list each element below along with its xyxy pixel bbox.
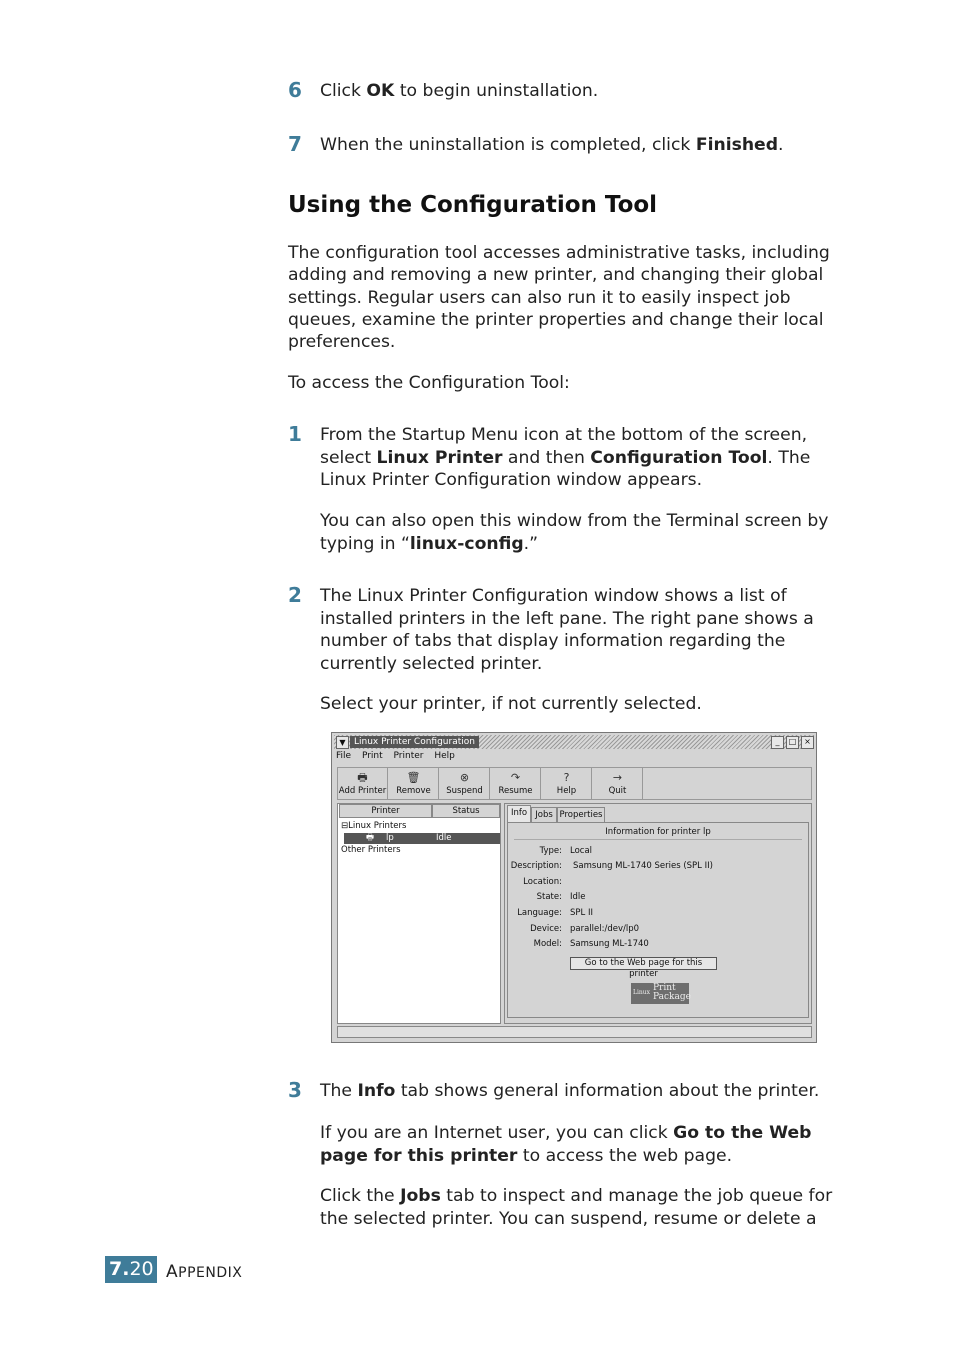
menu-bar xyxy=(336,751,463,765)
access-text: To access the Configuration Tool: xyxy=(288,373,570,393)
step-note: You can also open this window from the Terminal screen by typing in “linux-config.” xyxy=(320,511,829,554)
button-label: Suspend xyxy=(446,786,483,796)
field-value: Samsung ML-1740 xyxy=(570,939,649,949)
printer-row-selected[interactable] xyxy=(344,833,500,844)
button-label: Help xyxy=(556,786,577,796)
button-label: Add Printer xyxy=(338,786,387,796)
column-header-printer[interactable]: Printer xyxy=(339,804,432,818)
help-icon: ? xyxy=(563,771,570,784)
help-button[interactable] xyxy=(542,768,592,799)
toolbar xyxy=(337,767,812,800)
logo-text: Print xyxy=(653,983,676,993)
field-label: Type: xyxy=(539,846,562,856)
step-number: 3 xyxy=(288,1078,302,1102)
field-value: parallel:/dev/lp0 xyxy=(570,924,640,934)
button-label: Resume xyxy=(498,786,533,796)
tab-info[interactable]: Info xyxy=(507,805,531,822)
quit-icon: → xyxy=(612,771,623,784)
printer-details-pane xyxy=(504,803,812,1024)
column-header-status[interactable]: Status xyxy=(432,804,500,818)
close-icon[interactable]: × xyxy=(801,736,814,749)
field-value: Local xyxy=(570,846,593,856)
section-heading: Using the Configuration Tool xyxy=(288,192,658,218)
printer-status: Idle xyxy=(436,833,452,843)
add-printer-button[interactable] xyxy=(338,768,388,799)
minimize-icon[interactable]: _ xyxy=(771,736,784,749)
window-title: Linux Printer Configuration xyxy=(350,736,479,748)
window-menu-icon[interactable]: ▼ xyxy=(336,736,349,749)
remove-button[interactable] xyxy=(389,768,439,799)
step-text: When the uninstallation is completed, click Finished. xyxy=(320,135,784,155)
menu-file[interactable]: File xyxy=(336,751,352,761)
logo-text: Package xyxy=(653,992,691,1002)
info-title: Information for printer lp xyxy=(514,827,802,840)
page-number: 20 xyxy=(129,1258,154,1280)
step-number: 1 xyxy=(288,422,302,446)
resume-icon: ↷ xyxy=(510,771,521,784)
info-panel xyxy=(507,822,809,1018)
button-label: Remove xyxy=(396,786,431,796)
horizontal-scrollbar[interactable] xyxy=(337,1026,812,1038)
suspend-button[interactable] xyxy=(440,768,490,799)
collapse-icon[interactable]: ⊟ xyxy=(341,821,349,831)
step-note: Click the Jobs tab to inspect and manage the job queue for the selected printer. You can suspend, resume or delete a xyxy=(320,1186,833,1229)
step-text: The Linux Printer Configuration window shows a list of installed printers in the left pane. The right pane shows a number of tabs that display information regarding the currently selected printer. xyxy=(320,586,814,674)
quit-button[interactable] xyxy=(593,768,643,799)
maximize-icon[interactable]: □ xyxy=(786,736,799,749)
step-text: The Info tab shows general information about the printer. xyxy=(320,1081,820,1101)
tree-group-label: Linux Printers xyxy=(348,821,407,831)
page-number-badge xyxy=(105,1256,157,1283)
menu-printer[interactable]: Printer xyxy=(393,751,424,761)
suspend-icon: ⊗ xyxy=(459,771,470,784)
field-label: Description: xyxy=(510,861,562,871)
field-value: SPL II xyxy=(570,908,593,918)
tab-jobs[interactable]: Jobs xyxy=(531,807,557,822)
step-number: 6 xyxy=(288,78,302,102)
chapter-number: 7. xyxy=(109,1258,130,1280)
linux-print-package-logo xyxy=(631,983,689,1004)
section-initial: A xyxy=(166,1262,179,1282)
remove-icon: 🗑 xyxy=(406,771,421,784)
tree-group-linux-printers[interactable] xyxy=(341,821,406,832)
field-label: State: xyxy=(536,892,562,902)
button-label: Quit xyxy=(608,786,627,796)
field-label: Device: xyxy=(530,924,562,934)
printer-icon: 🖶 xyxy=(366,833,375,843)
section-name xyxy=(166,1262,242,1282)
step-note: Select your printer, if not currently selected. xyxy=(320,694,702,714)
menu-help[interactable]: Help xyxy=(434,751,455,761)
title-bar xyxy=(334,735,814,749)
tree-group-other-printers[interactable] xyxy=(341,845,401,856)
resume-button[interactable] xyxy=(491,768,541,799)
field-label: Language: xyxy=(517,908,562,918)
menu-print[interactable]: Print xyxy=(361,751,383,761)
tab-properties[interactable]: Properties xyxy=(557,807,605,822)
logo-text: Linux xyxy=(633,989,651,996)
section-rest: PPENDIX xyxy=(178,1265,243,1281)
printer-name: lp xyxy=(386,833,394,843)
tree-group-label: Other Printers xyxy=(341,845,401,855)
web-page-button[interactable]: Go to the Web page for this printer xyxy=(570,957,717,970)
field-value: Idle xyxy=(570,892,586,902)
printer-list-pane xyxy=(337,803,501,1024)
step-note: If you are an Internet user, you can click Go to the Web page for this printer to access the web page. xyxy=(320,1123,812,1166)
field-label: Location: xyxy=(523,877,562,887)
field-value: Samsung ML-1740 Series (SPL II) xyxy=(573,861,713,871)
step-number: 7 xyxy=(288,132,302,156)
printer-config-window xyxy=(331,732,817,1043)
step-text: From the Startup Menu icon at the bottom of the screen, select Linux Printer and then Configuration Tool. The Linux Printer Configuration window appears. xyxy=(320,425,811,490)
add-printer-icon: 🖶 xyxy=(357,771,368,784)
step-text: Click OK to begin uninstallation. xyxy=(320,81,599,101)
intro-paragraph: The configuration tool accesses administrative tasks, including adding and removing a new printer, and changing their global settings. Regular users can also run it to easily inspect job queues, examine the printer properties and change their local preferences. xyxy=(288,243,830,353)
field-label: Model: xyxy=(533,939,562,949)
step-number: 2 xyxy=(288,583,302,607)
